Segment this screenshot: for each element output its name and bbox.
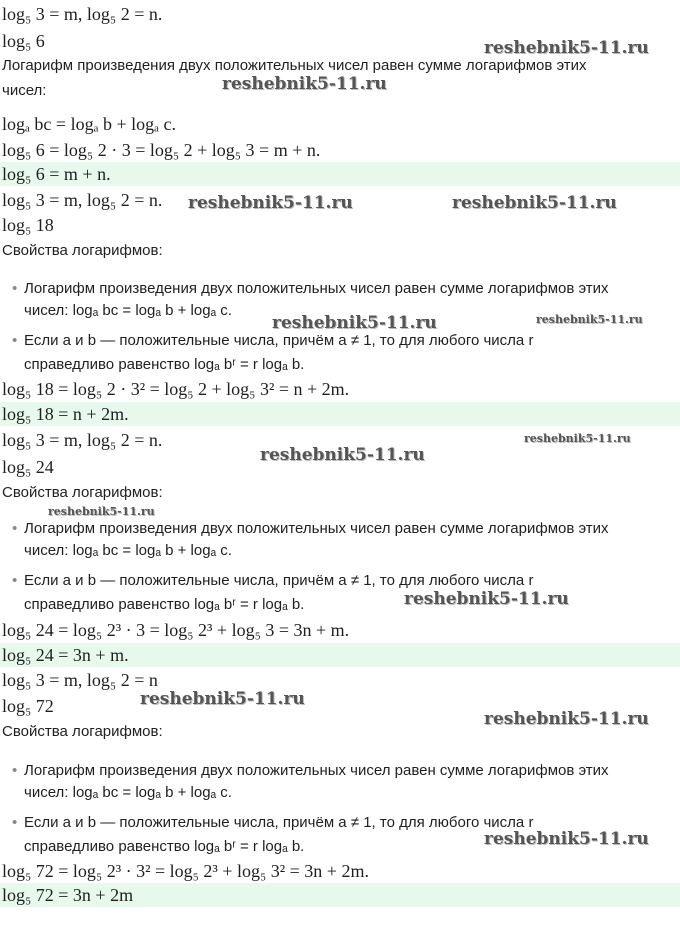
watermark: reshebnik5-11.ru	[404, 589, 569, 609]
solution-step: log₅ 72 = log₅ 2³ · 3² = log₅ 2³ + log₅ 3² = 3n + 2m.	[2, 861, 369, 881]
watermark: reshebnik5-11.ru	[536, 313, 643, 326]
watermark: reshebnik5-11.ru	[272, 313, 437, 333]
task-expression: log₅ 24	[2, 457, 54, 477]
formula-line: logₐ bc = logₐ b + logₐ c.	[2, 114, 177, 134]
watermark: reshebnik5-11.ru	[260, 445, 425, 465]
bullet-icon: •	[12, 572, 18, 589]
bullet-icon: •	[12, 520, 18, 537]
property-formula: чисел: logₐ bc = logₐ b + logₐ c.	[24, 302, 232, 319]
property-text: Логарифм произведения двух положительных чисел равен сумме логарифмов этих	[24, 280, 609, 297]
watermark: reshebnik5-11.ru	[452, 193, 617, 213]
property-formula: справедливо равенство logₐ bʳ = r logₐ b.	[24, 356, 305, 373]
watermark: reshebnik5-11.ru	[484, 38, 649, 58]
property-item	[0, 760, 680, 782]
task-expression: log₅ 6	[2, 31, 45, 51]
watermark: reshebnik5-11.ru	[48, 505, 155, 518]
property-formula: справедливо равенство logₐ bʳ = r logₐ b.	[24, 596, 305, 613]
property-text: Если a и b — положительные числа, причём a ≠ 1, то для любого числа r	[24, 572, 534, 589]
property-text: Если a и b — положительные числа, причём a ≠ 1, то для любого числа r	[24, 814, 534, 831]
watermark: reshebnik5-11.ru	[484, 829, 649, 849]
property-item	[0, 570, 680, 592]
watermark: reshebnik5-11.ru	[484, 709, 649, 729]
rule-text: чисел:	[2, 82, 47, 99]
given-line: log₅ 3 = m, log₅ 2 = n.	[2, 430, 163, 450]
property-text: Если a и b — положительные числа, причём a ≠ 1, то для любого числа r	[24, 332, 534, 349]
solution-step: log₅ 18 = log₅ 2 · 3² = log₅ 2 + log₅ 3² = n + 2m.	[2, 379, 350, 399]
property-item	[0, 518, 680, 540]
given-line: log₅ 3 = m, log₅ 2 = n	[2, 670, 158, 690]
answer-line: log₅ 18 = n + 2m.	[0, 402, 680, 426]
bullet-icon: •	[12, 280, 18, 297]
bullet-icon: •	[12, 332, 18, 349]
solution-step: log₅ 6 = log₅ 2 · 3 = log₅ 2 + log₅ 3 = m + n.	[2, 140, 321, 160]
property-formula: чисел: logₐ bc = logₐ b + logₐ c.	[24, 784, 232, 801]
watermark: reshebnik5-11.ru	[140, 689, 305, 709]
given-line: log₅ 3 = m, log₅ 2 = n.	[2, 4, 163, 24]
properties-heading: Свойства логарифмов:	[2, 242, 163, 259]
property-formula: чисел: logₐ bc = logₐ b + logₐ c.	[24, 542, 232, 559]
properties-heading: Свойства логарифмов:	[2, 723, 163, 740]
solution-step: log₅ 24 = log₅ 2³ · 3 = log₅ 2³ + log₅ 3 = 3n + m.	[2, 620, 350, 640]
property-formula: справедливо равенство logₐ bʳ = r logₐ b.	[24, 838, 305, 855]
watermark: reshebnik5-11.ru	[524, 432, 631, 445]
property-text: Логарифм произведения двух положительных чисел равен сумме логарифмов этих	[24, 762, 609, 779]
property-item	[0, 330, 680, 352]
property-text: Логарифм произведения двух положительных чисел равен сумме логарифмов этих	[24, 520, 609, 537]
rule-text: Логарифм произведения двух положительных чисел равен сумме логарифмов этих	[2, 57, 587, 74]
property-item	[0, 812, 680, 834]
task-expression: log₅ 18	[2, 215, 54, 235]
answer-line: log₅ 24 = 3n + m.	[0, 643, 680, 667]
bullet-icon: •	[12, 762, 18, 779]
given-line: log₅ 3 = m, log₅ 2 = n.	[2, 190, 163, 210]
task-expression: log₅ 72	[2, 696, 54, 716]
answer-line: log₅ 6 = m + n.	[0, 162, 680, 186]
bullet-icon: •	[12, 814, 18, 831]
watermark: reshebnik5-11.ru	[188, 193, 353, 213]
watermark: reshebnik5-11.ru	[222, 74, 387, 94]
properties-heading: Свойства логарифмов:	[2, 484, 163, 501]
answer-line: log₅ 72 = 3n + 2m	[0, 883, 680, 907]
property-item	[0, 278, 680, 300]
